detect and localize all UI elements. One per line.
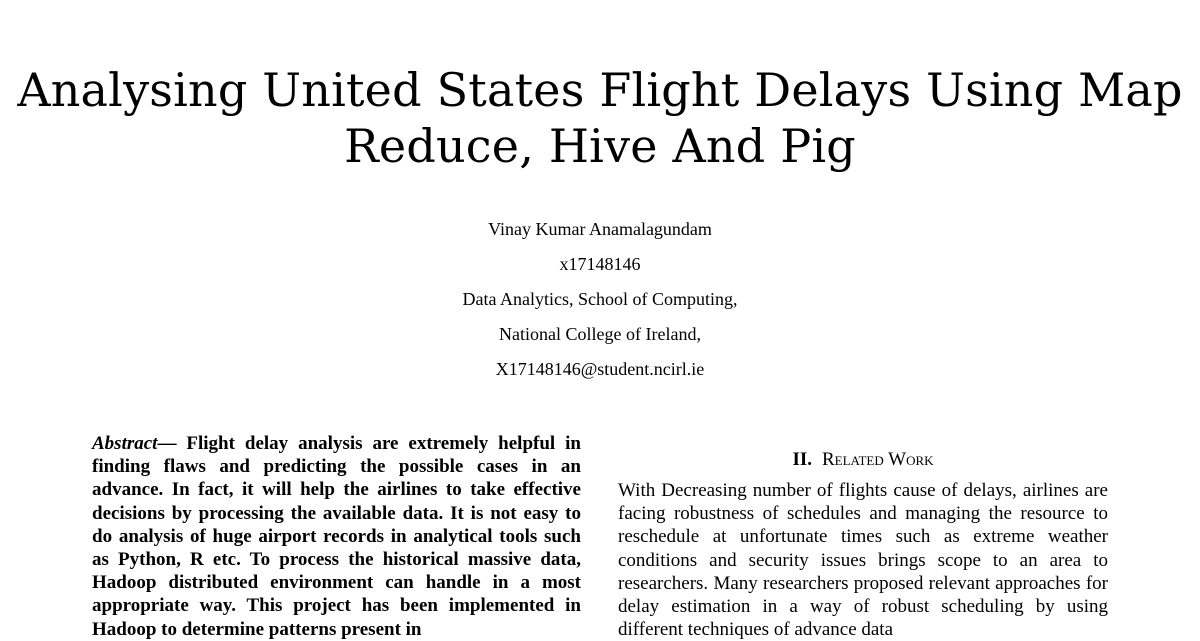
abstract-paragraph — [92, 432, 581, 641]
author-email: X17148146@student.ncirl.ie — [495, 359, 705, 379]
section-number: II. — [792, 449, 812, 470]
paper-title — [0, 62, 1200, 174]
paper-title-line-1: Analysing United States Flight Delays Using Map — [17, 63, 1183, 117]
section-title: Related Work — [821, 449, 934, 470]
related-work-paragraph: With Decreasing number of flights cause of delays, airlines are facing robustness of schedules and managing the resource to reschedule at unfortunate times such as extreme weather conditions and security issues brings scope to an area to researchers. Many researchers proposed relevant approaches for delay estimation in a way of robust scheduling by using different techniques of advance data — [618, 480, 1108, 641]
author-student-id: x17148146 — [559, 254, 641, 274]
abstract-dash: — — [157, 433, 177, 454]
author-department: Data Analytics, School of Computing, — [462, 289, 738, 309]
author-block — [0, 212, 1200, 387]
abstract-text: Flight delay analysis are extremely helpful in finding flaws and predicting the possible cases in an advance. In fact, it will help the airlines to take effective decisions by processing the available data. It is not easy to do analysis of huge airport records in analytical tools such as Python, R etc. To process the historical massive data, Hadoop distributed environment can handle in a most appropriate way. This project has been implemented in Hadoop to determine patterns present in — [92, 433, 581, 640]
author-institution: National College of Ireland, — [499, 324, 701, 344]
section-heading-related-work — [618, 448, 1108, 472]
author-name: Vinay Kumar Anamalagundam — [488, 219, 712, 239]
paper-title-line-2: Reduce, Hive And Pig — [344, 119, 856, 173]
abstract-label: Abstract — [92, 433, 158, 454]
